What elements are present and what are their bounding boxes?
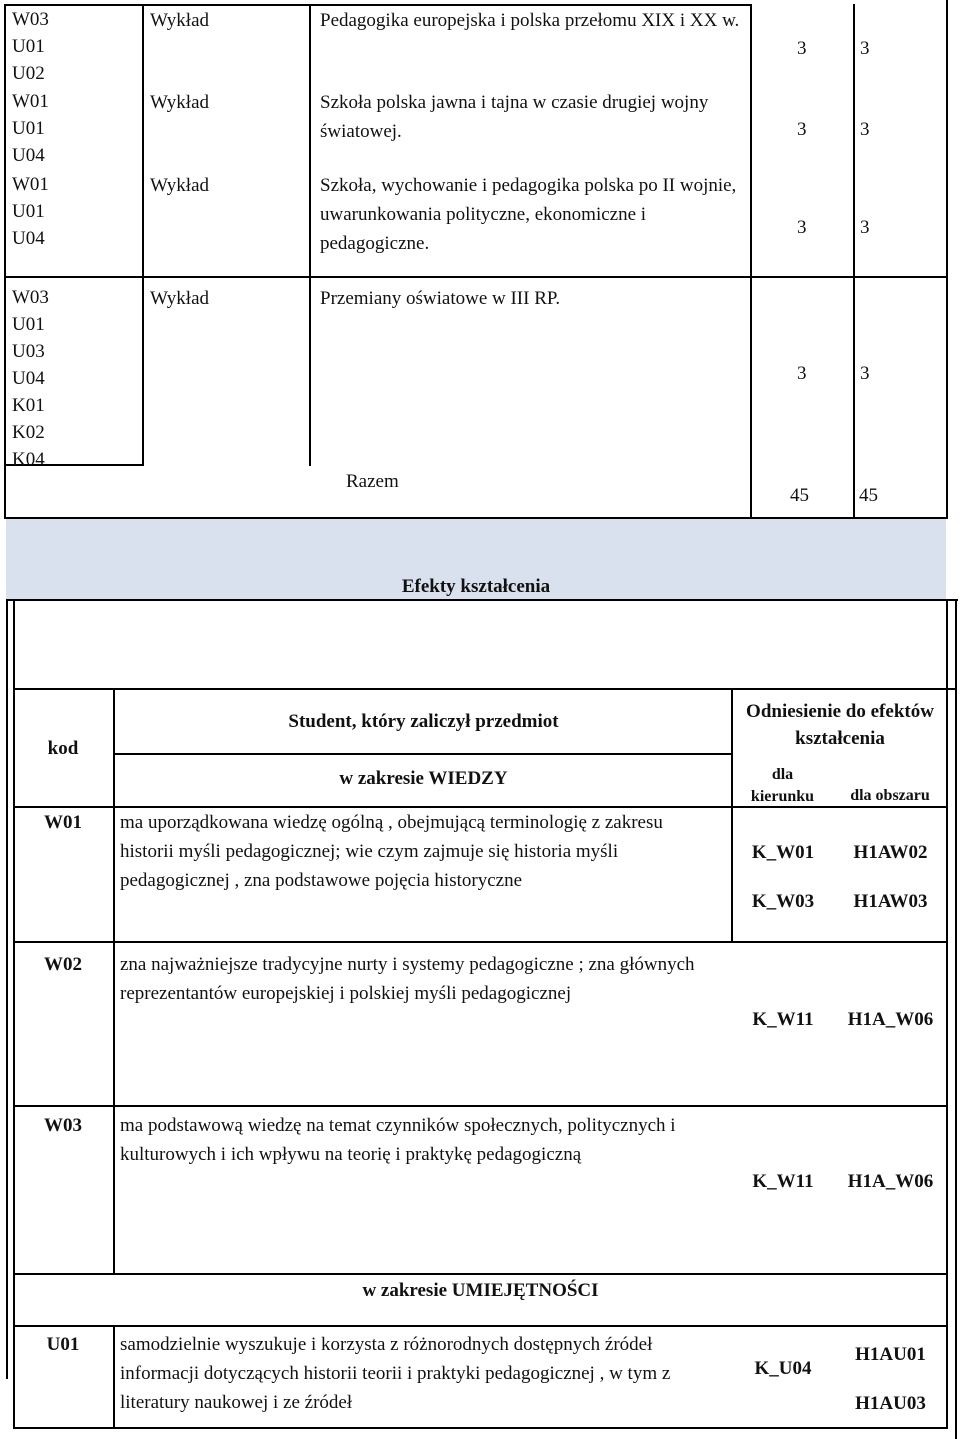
hours-value: 3 bbox=[860, 38, 870, 59]
direction-code: K_W01 K_W03 bbox=[751, 842, 815, 912]
area-code: H1A_W06 bbox=[847, 1171, 934, 1192]
effect-code: W02 bbox=[44, 954, 82, 975]
form-label: Wykład bbox=[150, 92, 210, 113]
area-header: dla obszaru bbox=[850, 787, 930, 804]
direction-code: K_W11 bbox=[752, 1171, 814, 1192]
rule bbox=[115, 753, 732, 755]
area-code: H1AU01 H1AU03 bbox=[855, 1344, 926, 1414]
knowledge-heading: w zakresie WIEDZY bbox=[339, 768, 508, 789]
form-label: Wykład bbox=[150, 10, 210, 31]
total-label: Razem bbox=[346, 471, 399, 492]
rule bbox=[13, 1427, 948, 1429]
effect-code: W03 bbox=[44, 1115, 82, 1136]
rule bbox=[955, 599, 957, 1439]
hours-value: 3 bbox=[797, 38, 807, 59]
rule bbox=[13, 688, 955, 690]
effect-code: U01 bbox=[46, 1334, 80, 1355]
hours-value: 3 bbox=[797, 119, 807, 140]
form-label: Wykład bbox=[150, 175, 210, 196]
effect-text: ma podstawową wiedzę na temat czynników społecznych, politycznych i kulturowych i ich wpływu na teorię i praktykę pedagogiczną bbox=[120, 1115, 676, 1165]
total-hours: 45 bbox=[859, 485, 878, 506]
rule bbox=[13, 941, 948, 943]
student-header: Student, który zaliczył przedmiot bbox=[288, 711, 559, 732]
rule bbox=[750, 4, 752, 518]
outcome-codes: W03 U01 U02 bbox=[12, 9, 49, 84]
effects-title: Efekty kształcenia bbox=[401, 576, 551, 597]
reference-header: Odniesienie do efektów kształcenia bbox=[746, 701, 934, 749]
area-code: H1AW02 H1AW03 bbox=[853, 842, 928, 912]
topic-text: Szkoła, wychowanie i pedagogika polska po II wojnie, uwarunkowania polityczne, ekonomiczne i pedagogiczne. bbox=[320, 175, 737, 254]
effect-code: W01 bbox=[44, 812, 82, 833]
rule bbox=[13, 1105, 948, 1107]
effect-text: ma uporządkowana wiedzę ogólną , obejmującą terminologię z zakresu historii myśli pedagogicznej; wie czym zajmuje się historia myśli pedagogicznej , zna podstawowe pojęcia historyczne bbox=[120, 812, 663, 891]
direction-code: K_U04 bbox=[754, 1358, 812, 1379]
outcome-codes: W03 U01 U03 U04 K01 K02 K04 bbox=[12, 287, 49, 470]
topic-text: Szkoła polska jawna i tajna w czasie drugiej wojny światowej. bbox=[320, 92, 709, 142]
rule bbox=[142, 4, 144, 466]
hours-value: 3 bbox=[797, 217, 807, 238]
topic-text: Pedagogika europejska i polska przełomu XIX i XX w. bbox=[320, 10, 740, 31]
direction-header: dla kierunku bbox=[750, 766, 815, 805]
skills-heading: w zakresie UMIEJĘTNOŚCI bbox=[362, 1280, 599, 1301]
effect-text: samodzielnie wyszukuje i korzysta z różnorodnych dostępnych źródeł informacji dotyczących historii teorii i praktyki pedagogicznej , w tym z literatury naukowej i ze źródeł bbox=[120, 1334, 671, 1413]
outcome-codes: W01 U01 U04 bbox=[12, 91, 49, 166]
rule bbox=[13, 1273, 948, 1275]
rule bbox=[853, 4, 855, 518]
rule bbox=[13, 1325, 948, 1327]
hours-value: 3 bbox=[860, 363, 870, 384]
kod-header: kod bbox=[47, 738, 79, 759]
rule bbox=[113, 1325, 115, 1429]
hours-value: 3 bbox=[860, 119, 870, 140]
hours-value: 3 bbox=[797, 363, 807, 384]
rule bbox=[6, 599, 958, 601]
area-code: H1A_W06 bbox=[847, 1009, 934, 1030]
total-hours: 45 bbox=[790, 485, 809, 506]
rule bbox=[4, 4, 6, 518]
topic-text: Przemiany oświatowe w III RP. bbox=[320, 288, 561, 309]
rule bbox=[309, 4, 311, 466]
direction-code: K_W11 bbox=[752, 1009, 814, 1030]
rule bbox=[6, 599, 8, 1379]
hours-value: 3 bbox=[860, 217, 870, 238]
outcome-codes: W01 U01 U04 bbox=[12, 174, 49, 249]
form-label: Wykład bbox=[150, 288, 210, 309]
rule bbox=[946, 0, 948, 518]
effect-text: zna najważniejsze tradycyjne nurty i systemy pedagogiczne ; zna głównych reprezentantów europejskiej i polskiej myśli pedagogicznej bbox=[120, 954, 695, 1004]
rule bbox=[4, 276, 948, 278]
